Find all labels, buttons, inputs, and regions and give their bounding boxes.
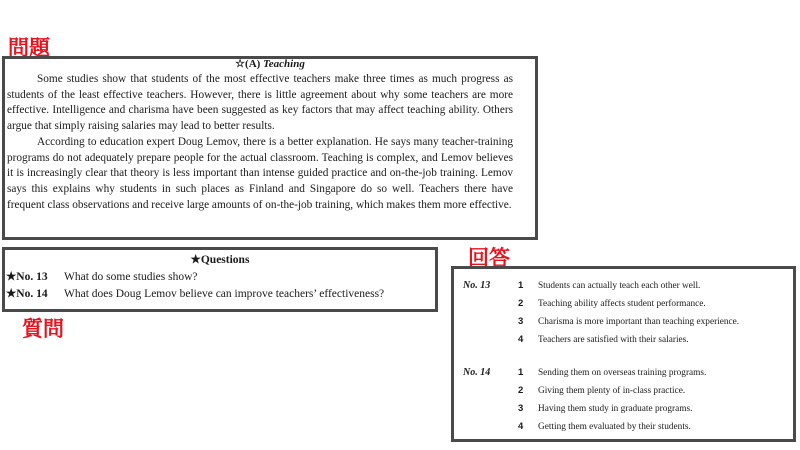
question-row-13 <box>6 269 198 285</box>
passage-text <box>7 72 513 213</box>
option-number: 4 <box>518 421 524 432</box>
answer-option <box>518 420 691 434</box>
option-text: Getting them evaluated by their students. <box>538 422 691 432</box>
questions-box <box>2 247 438 312</box>
question-label: 質問 <box>22 317 64 341</box>
passage-title-text: Teaching <box>263 58 305 70</box>
option-number: 4 <box>518 334 524 345</box>
option-number: 3 <box>518 403 524 414</box>
answer-option <box>518 297 706 311</box>
answer-option <box>518 384 685 398</box>
answer-option <box>518 402 692 416</box>
option-text: Teaching ability affects student performance. <box>538 299 706 309</box>
problem-label: 問題 <box>8 36 50 60</box>
option-text: Students can actually teach each other well. <box>538 281 701 291</box>
answer-option <box>518 333 689 347</box>
passage-paragraph-2: According to education expert Doug Lemov, there is a better explanation. He says many teacher-training programs do not adequately prepare people for the actual classroom. Teaching is complex, and Lemov believes it is increasingly clear that theory is less important than intense guided practice and on-the-job training. Lemov says this explains why students in such places as Finland and Singapore do so well. Teachers there have frequent class observations and receive large amounts of on-the-job training, which makes them more effective. <box>7 135 513 211</box>
option-text: Having them study in graduate programs. <box>538 404 693 414</box>
option-text: Charisma is more important than teaching experience. <box>538 317 740 327</box>
question-number: ★No. 14 <box>6 288 48 300</box>
answer-option <box>518 315 739 329</box>
question-number: ★No. 13 <box>6 271 48 283</box>
option-text: Giving them plenty of in-class practice. <box>538 386 686 396</box>
question-text: What does Doug Lemov believe can improve teachers’ effectiveness? <box>64 288 385 300</box>
option-text: Sending them on overseas training programs. <box>538 368 707 378</box>
question-text: What do some studies show? <box>64 271 198 283</box>
option-number: 3 <box>518 316 524 327</box>
answer-option <box>518 366 706 380</box>
option-number: 1 <box>518 280 524 291</box>
passage-title <box>5 59 535 70</box>
option-text: Teachers are satisfied with their salaries. <box>538 335 689 345</box>
answers-box <box>451 266 796 442</box>
questions-heading: ★Questions <box>190 254 250 266</box>
option-number: 1 <box>518 367 524 378</box>
passage-box <box>2 56 538 240</box>
question-row-14 <box>6 286 384 302</box>
passage-title-prefix: ☆(A) <box>235 58 261 70</box>
answer-set-number-14: No. 14 <box>463 367 491 378</box>
passage-paragraph-1: Some studies show that students of the most effective teachers make three times as much progress as students of the least effective teachers. However, there is little agreement about why some teachers are more effective. Intelligence and charisma have been suggested as key factors that may affect teaching ability. Others argue that simply raising salaries may lead to better results. <box>7 73 513 133</box>
answer-label: 回答 <box>468 246 510 270</box>
option-number: 2 <box>518 385 524 396</box>
option-number: 2 <box>518 298 524 309</box>
answer-set-number-13: No. 13 <box>463 280 491 291</box>
answer-option <box>518 279 700 293</box>
